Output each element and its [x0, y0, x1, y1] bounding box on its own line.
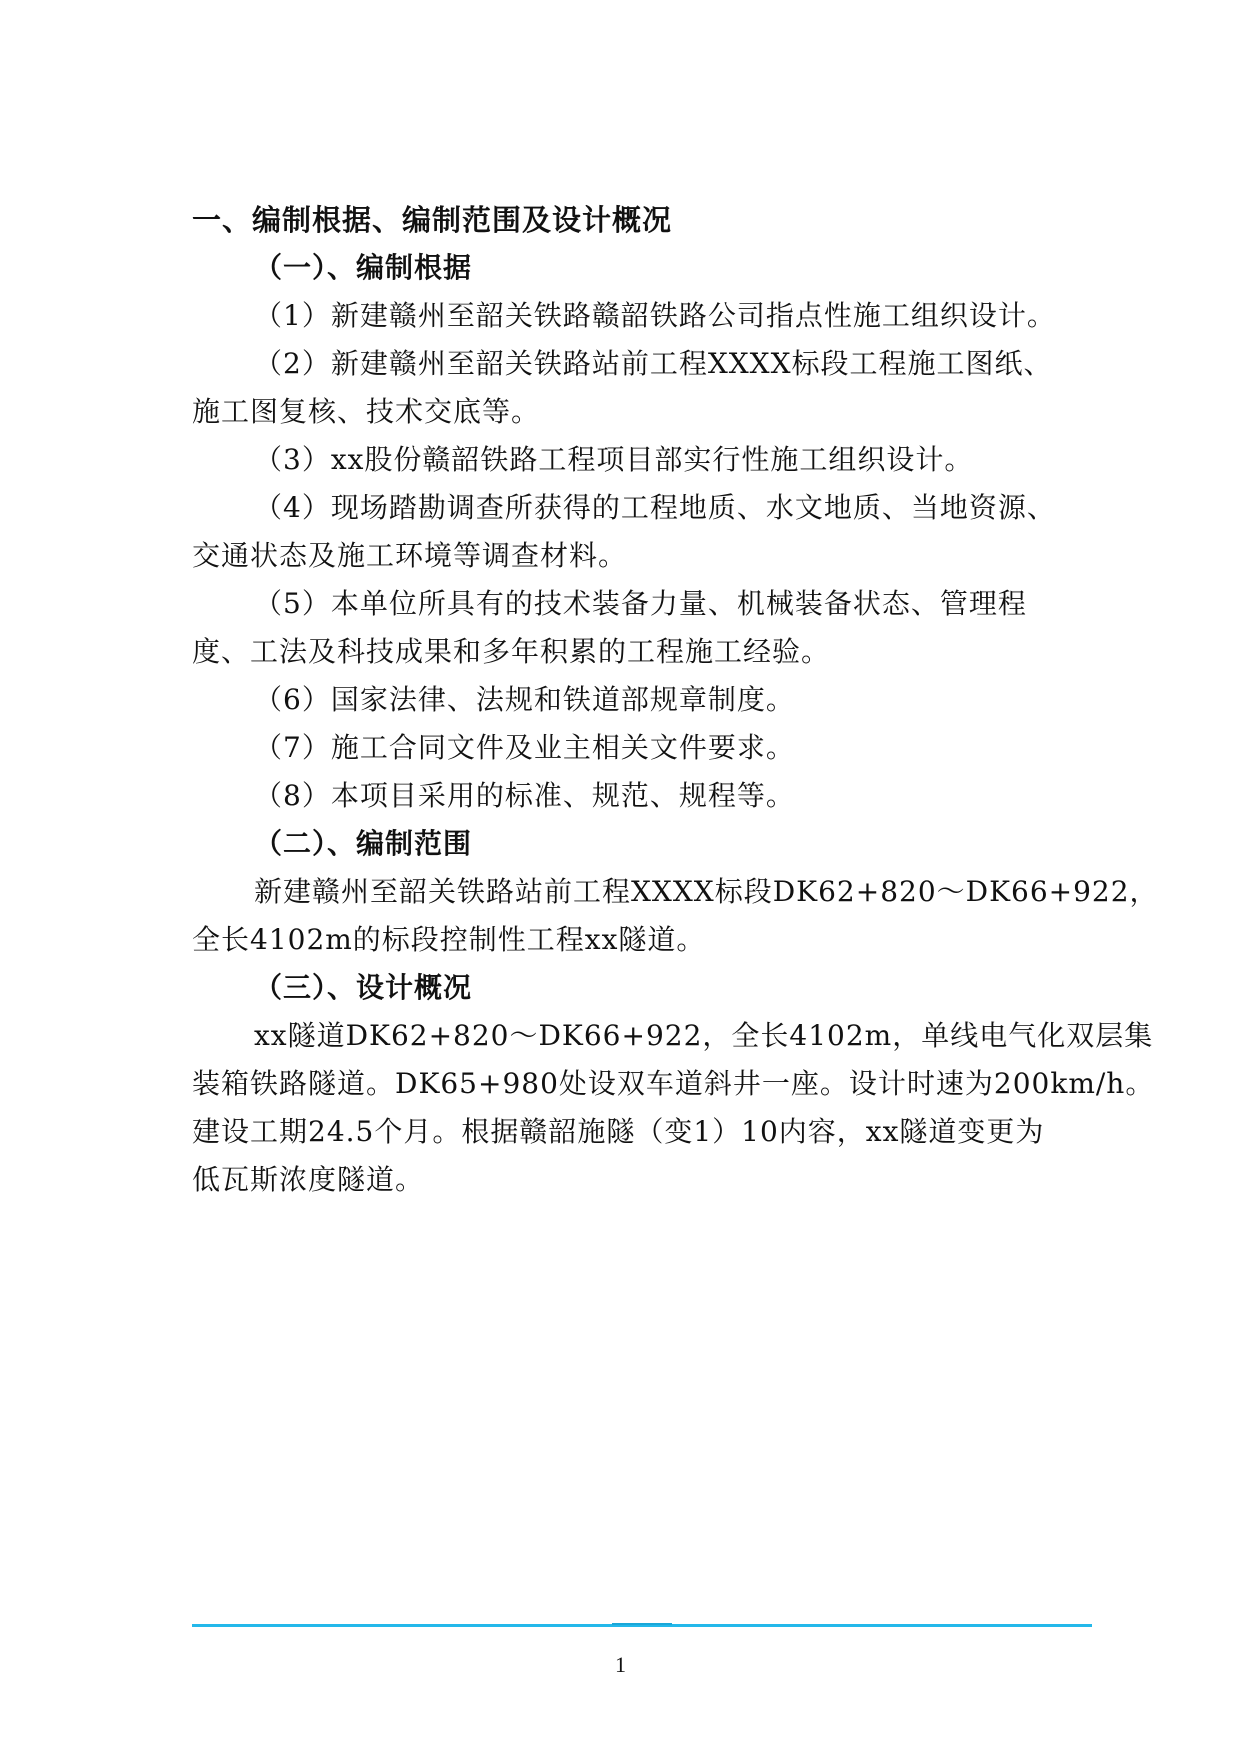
document-body	[192, 196, 1159, 1204]
basis-item-4: （4）现场踏勘调查所获得的工程地质、水文地质、当地资源、	[254, 491, 1056, 524]
subsection-heading-basis: （一）、编制根据	[254, 251, 473, 284]
design-paragraph-line-3: 建设工期24.5个月。根据赣韶施隧（变1）10内容，xx隧道变更为	[192, 1115, 1045, 1148]
design-paragraph-line-1: xx隧道DK62+820～DK66+922，全长4102m，单线电气化双层集	[254, 1019, 1154, 1052]
footer-rule-segment	[612, 1623, 672, 1625]
scope-paragraph-line-2: 全长4102m的标段控制性工程xx隧道。	[192, 923, 706, 956]
section-heading-main: 一、编制根据、编制范围及设计概况	[192, 203, 673, 237]
basis-item-3: （3）xx股份赣韶铁路工程项目部实行性施工组织设计。	[254, 443, 974, 476]
basis-item-8: （8）本项目采用的标准、规范、规程等。	[254, 779, 795, 812]
page-number: 1	[615, 1652, 626, 1677]
subsection-heading-design: （三）、设计概况	[254, 971, 473, 1004]
design-paragraph-line-2: 装箱铁路隧道。DK65+980处设双车道斜井一座。设计时速为200km/h。	[192, 1067, 1155, 1100]
basis-item-5-continued: 度、工法及科技成果和多年积累的工程施工经验。	[192, 635, 831, 668]
basis-item-5: （5）本单位所具有的技术装备力量、机械装备状态、管理程	[254, 587, 1027, 620]
subsection-heading-scope: （二）、编制范围	[254, 827, 473, 860]
basis-item-4-continued: 交通状态及施工环境等调查材料。	[192, 539, 628, 572]
basis-item-7: （7）施工合同文件及业主相关文件要求。	[254, 731, 795, 764]
basis-item-2-continued: 施工图复核、技术交底等。	[192, 395, 541, 428]
basis-item-6: （6）国家法律、法规和铁道部规章制度。	[254, 683, 795, 716]
basis-item-2: （2）新建赣州至韶关铁路站前工程XXXX标段工程施工图纸、	[254, 347, 1053, 380]
scope-paragraph-line-1: 新建赣州至韶关铁路站前工程XXXX标段DK62+820～DK66+922，	[254, 875, 1159, 908]
design-paragraph-line-4: 低瓦斯浓度隧道。	[192, 1163, 425, 1196]
footer-rule	[192, 1624, 1092, 1627]
basis-item-1: （1）新建赣州至韶关铁路赣韶铁路公司指点性施工组织设计。	[254, 299, 1056, 332]
